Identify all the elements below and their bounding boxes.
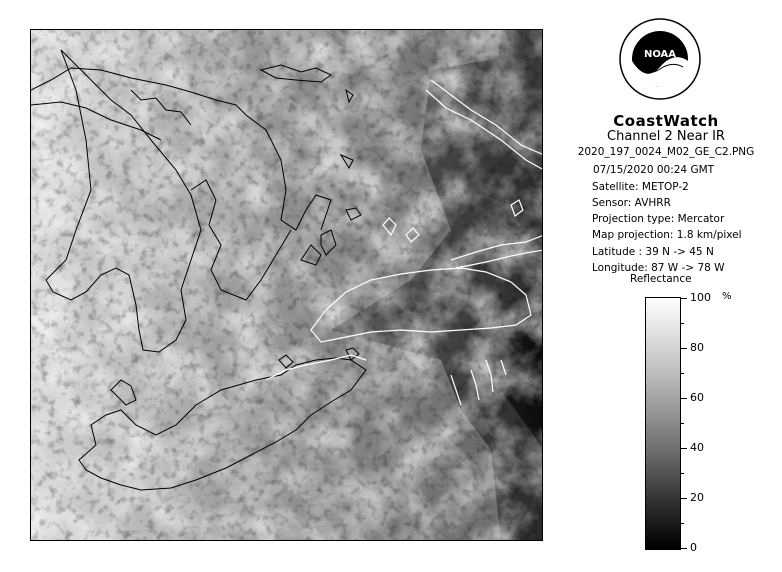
image-filename: 2020_197_0024_M02_GE_C2.PNG — [577, 146, 755, 158]
noaa-logo-icon — [618, 17, 702, 101]
logo-text: NOAA — [643, 49, 677, 60]
colorbar-minor-tick — [680, 473, 684, 474]
colorbar-minor-tick — [680, 348, 687, 349]
colorbar-minor-tick — [680, 448, 687, 449]
colorbar-minor-tick — [680, 548, 687, 549]
legend-title: Reflectance — [630, 273, 692, 285]
colorbar-minor-tick — [680, 498, 687, 499]
colorbar-tick-label: 40 — [690, 441, 704, 454]
colorbar-minor-tick — [680, 298, 687, 299]
colorbar-minor-tick — [680, 423, 684, 424]
product-title: CoastWatch — [613, 112, 719, 130]
colorbar-tick-label: 0 — [690, 541, 697, 554]
map-projection-label: Map projection: 1.8 km/pixel — [592, 229, 742, 241]
latitude-range-label: Latitude : 39 N -> 45 N — [592, 246, 714, 258]
legend-unit: % — [722, 291, 732, 302]
colorbar-minor-tick — [680, 523, 684, 524]
satellite-map — [30, 29, 543, 541]
colorbar-tick-label: 60 — [690, 391, 704, 404]
reflectance-image — [31, 30, 543, 541]
colorbar-minor-tick — [680, 373, 684, 374]
projection-type-label: Projection type: Mercator — [592, 213, 725, 225]
colorbar-tick-label: 100 — [690, 291, 711, 304]
reflectance-colorbar — [645, 297, 681, 550]
satellite-label: Satellite: METOP-2 — [592, 181, 689, 193]
colorbar-minor-tick — [680, 398, 687, 399]
colorbar-tick-label: 20 — [690, 491, 704, 504]
colorbar-minor-tick — [680, 323, 684, 324]
acquisition-datetime: 07/15/2020 00:24 GMT — [593, 164, 715, 176]
channel-subtitle: Channel 2 Near IR — [607, 129, 725, 144]
colorbar-tick-label: 80 — [690, 341, 704, 354]
longitude-range-label: Longitude: 87 W -> 78 W — [592, 262, 725, 274]
sensor-label: Sensor: AVHRR — [592, 197, 671, 209]
